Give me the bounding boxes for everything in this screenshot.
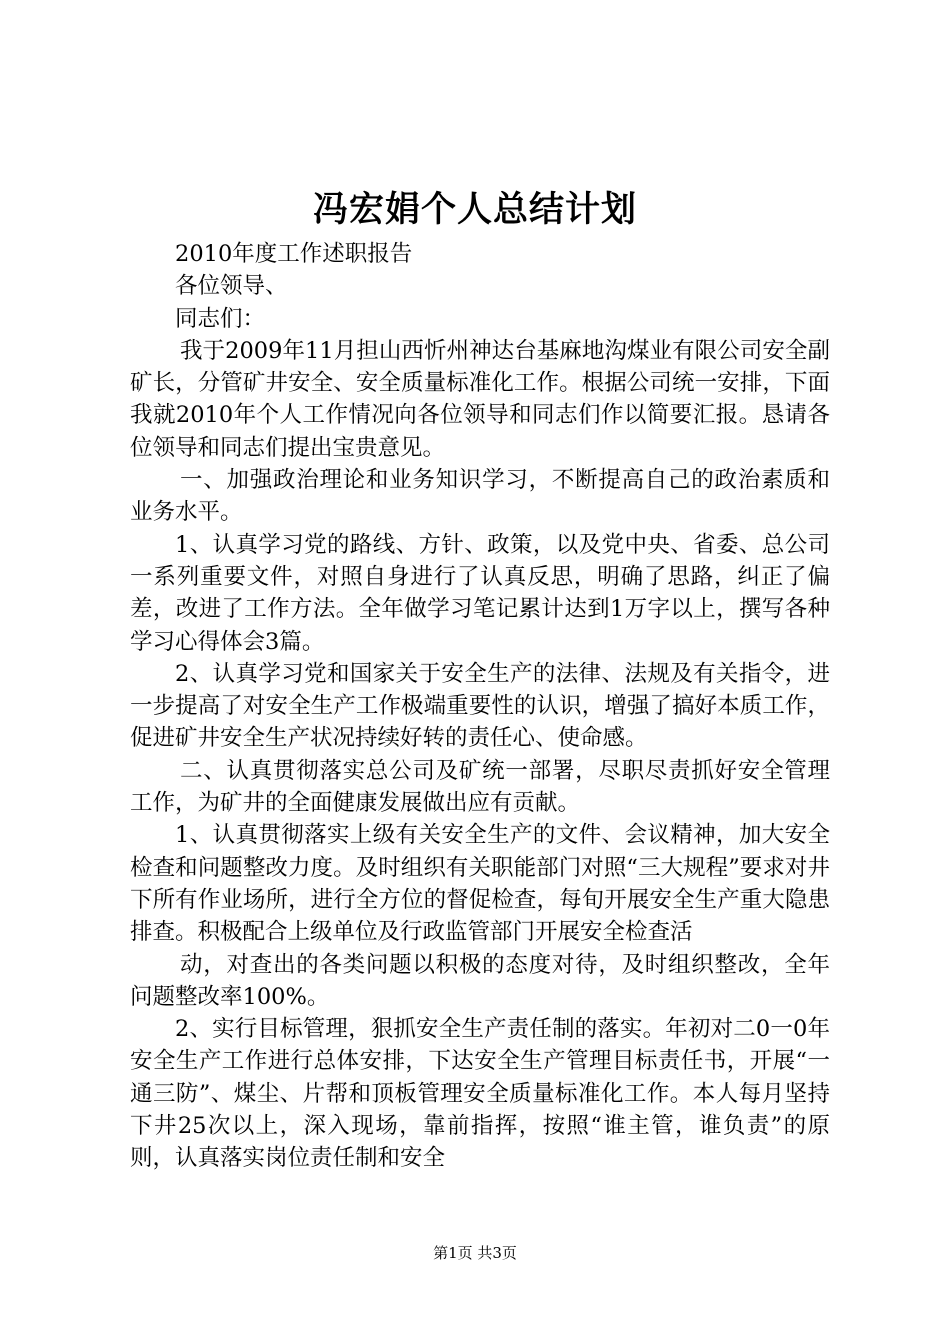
section-heading-1: 一、加强政治理论和业务知识学习，不断提高自己的政治素质和业务水平。 [130,467,830,526]
document-title: 冯宏娟个人总结计划 [312,189,637,230]
report-heading: 2010年度工作述职报告 [175,241,413,267]
salutation-leaders: 各位领导、 [175,273,288,300]
paragraph-1-2: 2、认真学习党和国家关于安全生产的法律、法规及有关指令，进一步提高了对安全生产工作极端重要性的认识，增强了搞好本质工作，促进矿井安全生产状况持续好转的责任心、使命感。 [130,660,830,752]
document-body [130,238,830,1175]
salutation-comrades: 同志们： [175,305,266,332]
paragraph-2-1: 1、认真贯彻落实上级有关安全生产的文件、会议精神，加大安全检查和问题整改力度。及时组织有关职能部门对照“三大规程”要求对井下所有作业场所，进行全方位的督促检查，每旬开展安全生产重大隐患排查。积极配合上级单位及行政监管部门开展安全检查活 [130,822,830,946]
paragraph-2-1-continued: 动，对查出的各类问题以积极的态度对待，及时组织整改，全年问题整改率100%。 [130,951,830,1010]
intro-paragraph: 我于2009年11月担山西忻州神达台基麻地沟煤业有限公司安全副矿长，分管矿井安全、安全质量标准化工作。根据公司统一安排，下面我就2010年个人工作情况向各位领导和同志们作以简要汇报。恳请各位领导和同志们提出宝贵意见。 [130,337,830,461]
section-heading-2: 二、认真贯彻落实总公司及矿统一部署，尽职尽责抓好安全管理工作，为矿井的全面健康发展做出应有贡献。 [130,757,830,817]
paragraph-2-2: 2、实行目标管理，狠抓安全生产责任制的落实。年初对二0一0年安全生产工作进行总体安排，下达安全生产管理目标责任书，开展“一通三防”、煤尘、片帮和顶板管理安全质量标准化工作。本人每月坚持下井25次以上，深入现场，靠前指挥，按照“谁主管，谁负责”的原则，认真落实岗位责任制和安全 [130,1016,830,1172]
paragraph-1-1: 1、认真学习党的路线、方针、政策，以及党中央、省委、总公司一系列重要文件，对照自身进行了认真反思，明确了思路，纠正了偏差，改进了工作方法。全年做学习笔记累计达到1万字以上，撰写各种学习心得体会3篇。 [130,531,830,655]
page-footer: 第1页 共3页 [433,1244,517,1262]
